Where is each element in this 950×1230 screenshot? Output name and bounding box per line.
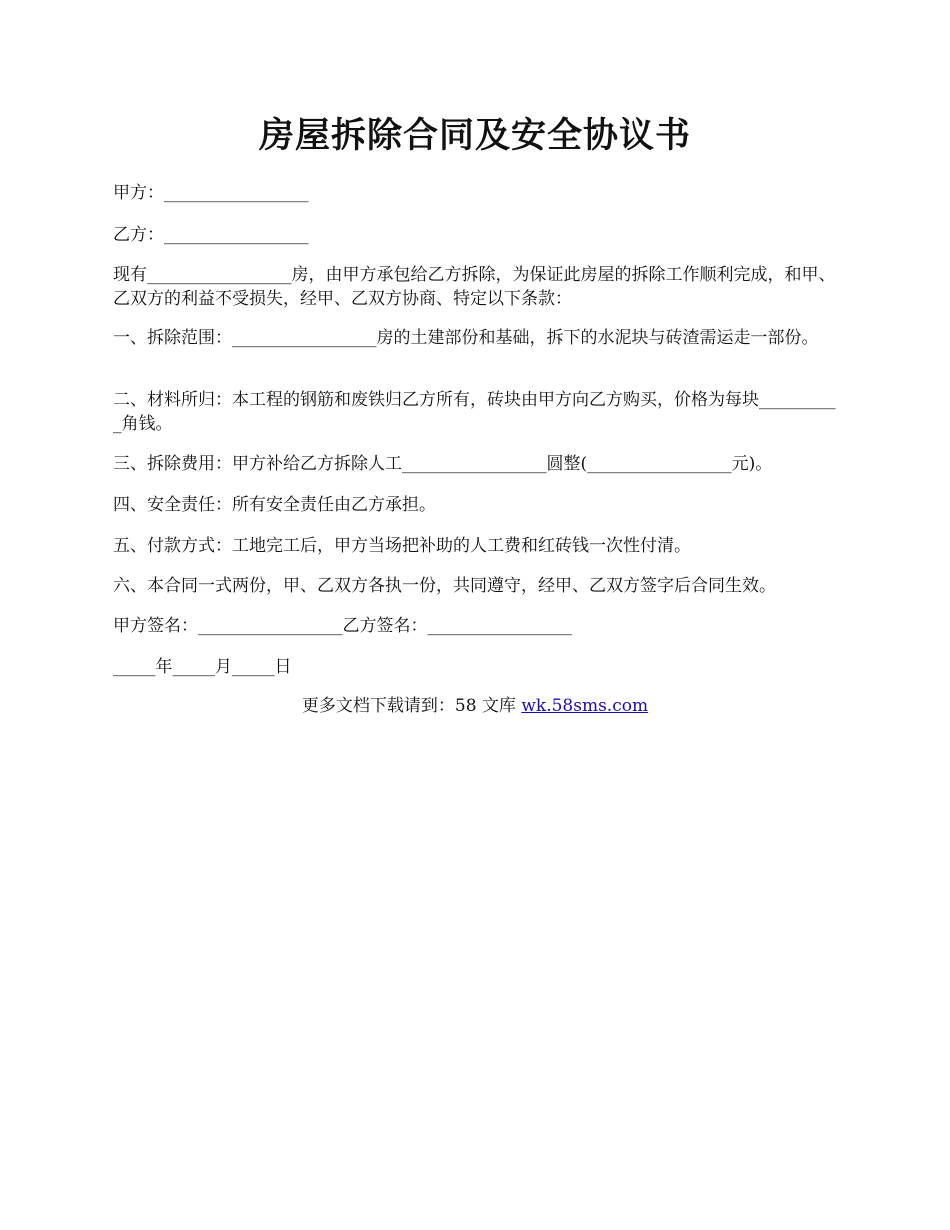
document-title: 房屋拆除合同及安全协议书: [258, 115, 691, 156]
party-a-line: 甲方：_________________: [113, 183, 309, 203]
date-line: _____年_____月_____日: [113, 657, 292, 677]
intro-paragraph: 现有_________________房，由甲方承包给乙方拆除，为保证此房屋的拆除工作顺利完成，和甲、乙双方的利益不受损失，经甲、乙双方协商、特定以下条款：: [113, 265, 836, 309]
footer-link[interactable]: wk.58sms.com: [521, 696, 649, 716]
clause-3-fees: 三、拆除费用：甲方补给乙方拆除人工_________________圆整(_________________元)。: [113, 454, 773, 474]
footer-text: 更多文档下载请到：58 文库: [301, 696, 522, 716]
download-footer: [0, 694, 950, 718]
clause-6-effect: 六、本合同一式两份，甲、乙双方各执一份，共同遵守，经甲、乙双方签字后合同生效。: [113, 576, 776, 596]
party-b-line: 乙方：_________________: [113, 225, 309, 245]
clause-5-payment: 五、付款方式：工地完工后，甲方当场把补助的人工费和红砖钱一次性付清。: [113, 536, 691, 556]
clause-4-safety: 四、安全责任：所有安全责任由乙方承担。: [113, 495, 436, 515]
clause-1-scope: 一、拆除范围：_________________房的土建部份和基础，拆下的水泥块与砖渣需运走一部份。: [113, 328, 819, 348]
signature-line: 甲方签名：_________________乙方签名：_________________: [113, 616, 572, 636]
clause-2-materials: 二、材料所归：本工程的钢筋和废铁归乙方所有，砖块由甲方向乙方购买，价格为每块__________角钱。: [113, 390, 836, 434]
